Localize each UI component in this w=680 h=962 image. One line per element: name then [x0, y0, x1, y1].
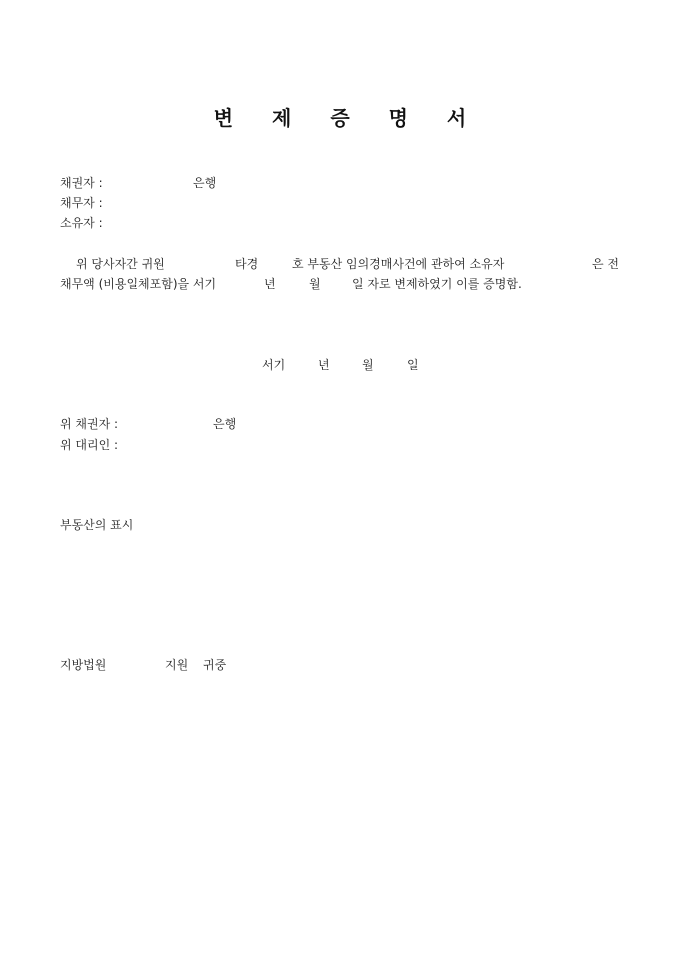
body-line1-part2: 타경	[235, 257, 259, 271]
body-line1-part4: 은 전	[592, 257, 619, 271]
signer-creditor-bank: 은행	[213, 417, 237, 431]
body-line2-part4: 일 자로 변제하였기 이를 증명함.	[352, 277, 522, 291]
date-era: 서기	[262, 358, 286, 372]
date-day: 일	[407, 358, 419, 372]
body-line2-year: 년	[264, 277, 276, 291]
court-addressee: 귀중	[203, 658, 227, 672]
debtor-label: 채무자 :	[60, 196, 103, 210]
body-line2-part1: 채무액 (비용일체포함)을 서기	[60, 277, 217, 291]
body-line1-part1: 위 당사자간 귀원	[76, 257, 165, 271]
signer-agent-label: 위 대리인 :	[60, 438, 119, 452]
title-char: 서	[446, 106, 467, 130]
title-char: 증	[330, 106, 350, 130]
court-branch: 지원	[165, 658, 189, 672]
signer-creditor-label: 위 채권자 :	[60, 417, 119, 431]
court-district: 지방법원	[60, 658, 107, 672]
body-line2-month: 월	[309, 277, 321, 291]
date-month: 월	[362, 358, 374, 372]
creditor-bank: 은행	[193, 176, 217, 190]
property-heading: 부동산의 표시	[60, 518, 134, 532]
body-line1-part3: 호 부동산 임의경매사건에 관하여 소유자	[292, 257, 505, 271]
document-title	[0, 102, 680, 131]
title-char: 명	[388, 106, 408, 130]
title-char: 변	[213, 106, 234, 130]
title-char: 제	[272, 106, 292, 130]
owner-label: 소유자 :	[60, 216, 103, 230]
creditor-label: 채권자 :	[60, 176, 103, 190]
date-year: 년	[318, 358, 330, 372]
